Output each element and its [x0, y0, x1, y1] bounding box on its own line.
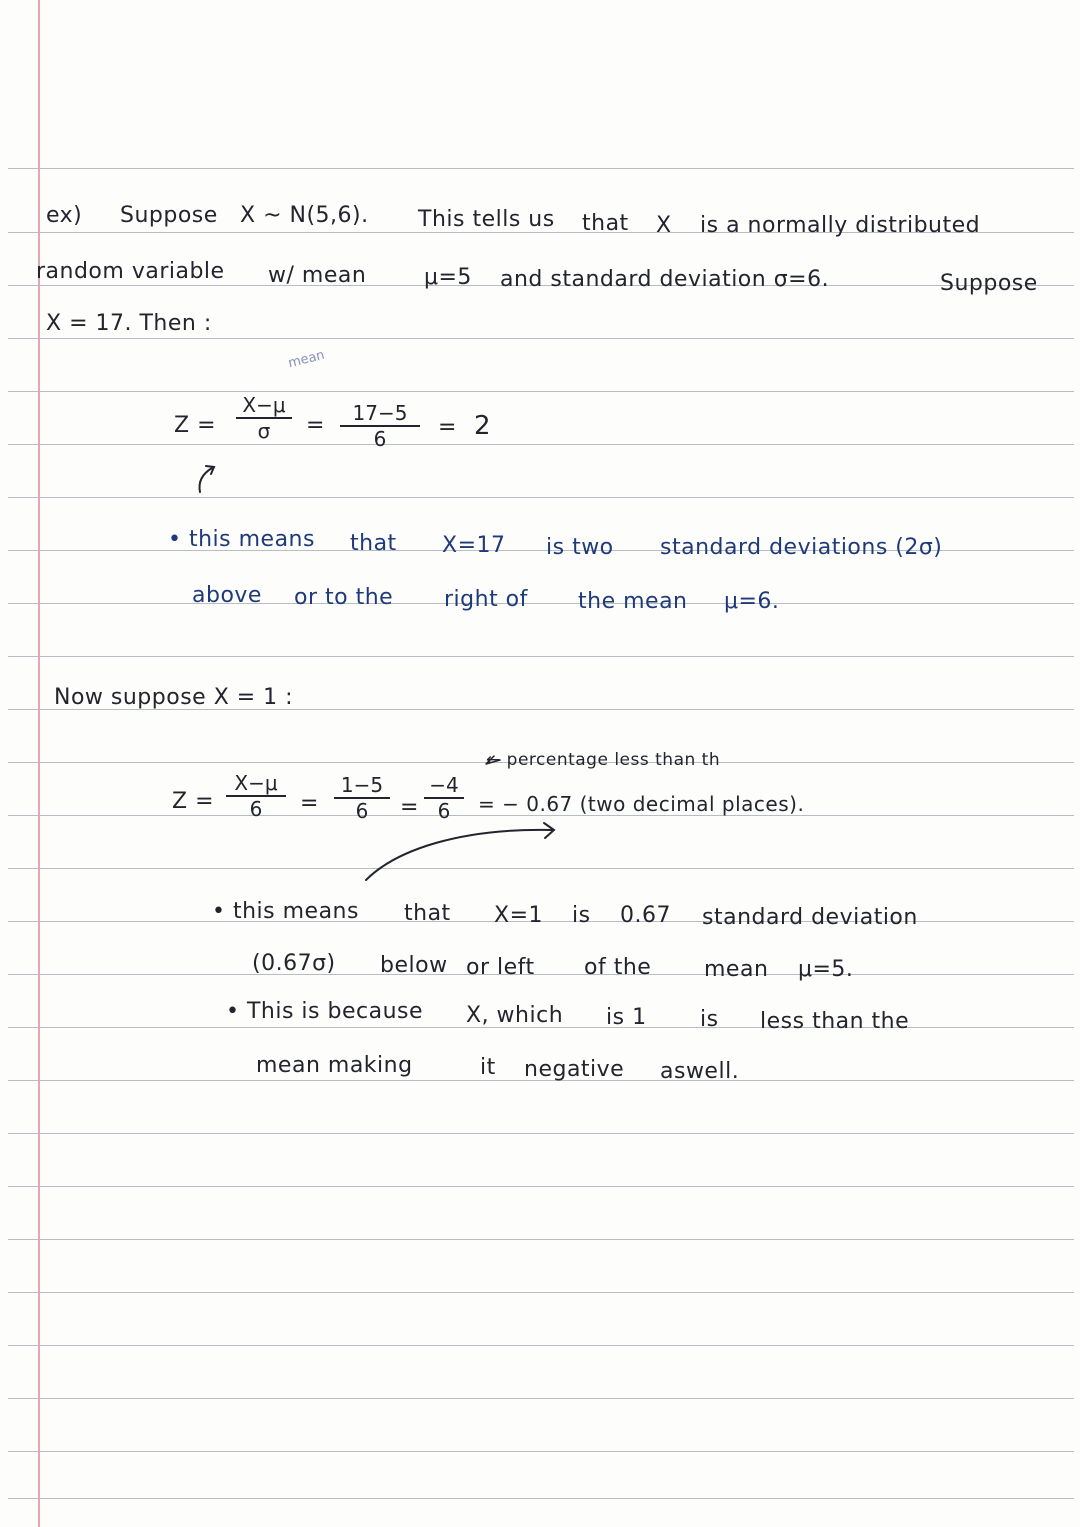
note-value: X=17 — [442, 533, 506, 558]
z-fraction — [424, 774, 464, 822]
note-text: or left — [466, 955, 535, 980]
equals-sign: = — [306, 413, 325, 438]
ruled-line — [8, 1345, 1074, 1346]
note-text: right of — [444, 587, 528, 612]
note-text: X, which — [466, 1003, 564, 1028]
note-value: X=1 — [494, 903, 544, 928]
curved-arrow-icon — [200, 466, 215, 492]
note-text: standard deviations (2σ) — [660, 535, 943, 560]
ruled-line — [8, 444, 1074, 445]
note-value: (0.67σ) — [252, 951, 336, 976]
equals-sign: = — [438, 415, 457, 440]
ruled-line — [8, 497, 1074, 498]
note-text: or to the — [294, 585, 394, 610]
z-label: Z = — [172, 789, 214, 814]
example-label: ex) — [46, 203, 83, 228]
note-text: that — [350, 531, 397, 556]
z-fraction — [340, 402, 420, 450]
fraction-denominator: 6 — [249, 796, 263, 821]
note-text: it — [480, 1055, 496, 1080]
note-text: • This is because — [226, 999, 424, 1024]
curved-arrow-icon — [366, 823, 554, 880]
note-text: • this means — [168, 527, 315, 552]
ruled-line — [8, 1133, 1074, 1134]
ruled-line — [8, 868, 1074, 869]
example-text: Suppose — [940, 271, 1038, 296]
note-text: standard deviation — [702, 905, 918, 930]
example-text: This tells us — [418, 207, 555, 232]
note-text: mean making — [256, 1053, 413, 1078]
ruled-line — [8, 1451, 1074, 1452]
note-text: • this means — [212, 899, 359, 924]
margin-line — [38, 0, 40, 1527]
note-text: aswell. — [660, 1059, 740, 1084]
note-text: less than the — [760, 1009, 910, 1034]
fraction-numerator: 17−5 — [352, 401, 408, 425]
ruled-line — [8, 1239, 1074, 1240]
fraction-numerator: X−μ — [234, 771, 278, 795]
ruled-line — [8, 338, 1074, 339]
ruled-line — [8, 1292, 1074, 1293]
example-text: Suppose — [120, 203, 218, 228]
note-text: that — [404, 901, 451, 926]
z-result: = − 0.67 (two decimal places). — [478, 792, 805, 816]
ruled-line — [8, 974, 1074, 975]
example-text: random variable — [36, 259, 225, 284]
fraction-numerator: X−μ — [242, 393, 286, 417]
note-text: the mean — [578, 589, 688, 614]
example-text: w/ mean — [268, 263, 367, 288]
note-text: is — [572, 903, 591, 928]
note-text: negative — [524, 1057, 625, 1082]
note-mean: μ=6. — [724, 589, 780, 614]
note-text: below — [380, 953, 448, 978]
note-text: is 1 — [606, 1005, 647, 1030]
example-text: X = 17. Then : — [46, 311, 212, 336]
ruled-line — [8, 1498, 1074, 1499]
equals-sign: = — [300, 791, 319, 816]
example-text: X — [656, 213, 672, 238]
note-mean: μ=5. — [798, 957, 854, 982]
z-label: Z = — [174, 413, 216, 438]
fraction-numerator: 1−5 — [340, 773, 384, 797]
example-text: and standard deviation σ=6. — [500, 267, 830, 292]
z-fraction — [334, 774, 390, 822]
note-text: is — [700, 1007, 719, 1032]
note-text: of the — [584, 955, 652, 980]
z-fraction — [226, 772, 286, 820]
fraction-denominator: 6 — [355, 798, 369, 823]
note-text: mean — [704, 957, 769, 982]
fraction-denominator: 6 — [373, 426, 387, 451]
example-mean: μ=5 — [424, 265, 472, 290]
ruled-line — [8, 391, 1074, 392]
fraction-denominator: 6 — [437, 798, 451, 823]
z-result: 2 — [474, 411, 492, 441]
faint-note: mean — [286, 347, 327, 372]
ruled-line — [8, 656, 1074, 657]
fraction-numerator: −4 — [429, 773, 459, 797]
ruled-line — [8, 168, 1074, 169]
equals-sign: = — [400, 795, 419, 820]
note-text: above — [192, 583, 262, 608]
percentage-annotation: ← percentage less than th — [486, 750, 721, 770]
note-value: 0.67 — [620, 903, 671, 928]
ruled-line — [8, 603, 1074, 604]
note-text: is two — [546, 535, 614, 560]
fraction-denominator: σ — [257, 418, 271, 443]
ruled-line — [8, 1186, 1074, 1187]
example-distribution: X ~ N(5,6). — [240, 203, 369, 228]
example-text: that — [582, 211, 629, 236]
example-text: is a normally distributed — [700, 213, 981, 238]
section-heading: Now suppose X = 1 : — [54, 685, 294, 710]
ruled-line — [8, 1398, 1074, 1399]
z-fraction — [236, 394, 292, 442]
